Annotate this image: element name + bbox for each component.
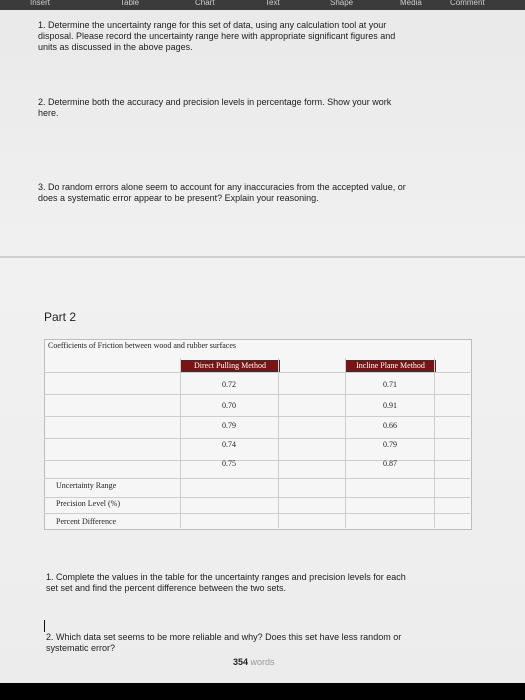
column-divider: [434, 358, 435, 528]
header-incline-plane: Incline Plane Method: [345, 360, 436, 372]
table-cell[interactable]: 0.79: [222, 421, 236, 430]
header-direct-pulling: Direct Pulling Method: [180, 360, 280, 372]
question-text: Do random errors alone seem to account for any inaccuracies from the accepted value, or: [48, 182, 406, 192]
question-text: disposal. Please record the uncertainty range here with appropriate significant figures and: [38, 31, 396, 41]
toolbar-table[interactable]: Table: [120, 0, 140, 7]
question-text: does a systematic error appear to be present? Explain your reasoning.: [38, 193, 319, 203]
word-count-label: words: [250, 657, 275, 667]
table-cell[interactable]: 0.70: [222, 401, 236, 410]
row-divider: [44, 394, 470, 395]
row-divider: [44, 478, 470, 479]
row-divider: [44, 497, 470, 498]
table-cell[interactable]: 0.75: [222, 459, 236, 468]
top-toolbar: [0, 0, 525, 10]
part2-question-2[interactable]: [46, 632, 401, 654]
toolbar-comment[interactable]: Comment: [450, 0, 485, 7]
row-label-precision: Precision Level (%): [56, 499, 120, 508]
column-divider: [180, 358, 181, 528]
toolbar-shape[interactable]: Shape: [330, 0, 354, 7]
question-text: Determine the uncertainty range for this set of data, using any calculation tool at your: [48, 20, 387, 30]
question-number: 3.: [38, 182, 46, 192]
row-divider: [44, 372, 470, 373]
column-divider: [345, 358, 346, 528]
toolbar-text[interactable]: Text: [265, 0, 280, 7]
toolbar-insert[interactable]: Insert: [30, 0, 51, 7]
question-2[interactable]: [38, 97, 391, 119]
question-1[interactable]: [38, 20, 395, 53]
word-count: [233, 657, 275, 667]
text-cursor: [44, 620, 45, 632]
part-heading: Part 2: [44, 310, 77, 324]
row-divider: [44, 416, 470, 417]
toolbar-media[interactable]: Media: [400, 0, 422, 7]
question-3[interactable]: [38, 182, 406, 204]
table-cell[interactable]: 0.71: [383, 380, 397, 389]
question-text: set set and find the percent difference between the two sets.: [46, 583, 286, 593]
word-count-value: 354: [233, 657, 249, 667]
question-text: here.: [38, 108, 59, 118]
row-divider: [44, 438, 470, 439]
row-label-uncertainty: Uncertainty Range: [56, 481, 117, 490]
table-title: Coefficients of Friction between wood and rubber surfaces: [48, 341, 237, 350]
table-cell[interactable]: 0.79: [383, 440, 397, 449]
question-text: systematic error?: [46, 643, 116, 653]
column-divider: [278, 358, 279, 528]
question-text: Which data set seems to be more reliable and why? Does this set have less random or: [56, 632, 402, 642]
table-cell[interactable]: 0.87: [383, 459, 397, 468]
row-divider: [44, 513, 470, 514]
question-number: 2.: [46, 632, 54, 642]
page-divider: [0, 256, 525, 258]
toolbar-chart[interactable]: Chart: [195, 0, 215, 7]
question-text: Determine both the accuracy and precision levels in percentage form. Show your work: [48, 97, 392, 107]
question-text: Complete the values in the table for the uncertainty ranges and precision levels for each: [56, 572, 406, 582]
row-label-percent-difference: Percent Difference: [56, 517, 117, 526]
table-cell[interactable]: 0.66: [383, 421, 397, 430]
part2-question-1[interactable]: [46, 572, 406, 594]
table-cell[interactable]: 0.91: [383, 401, 397, 410]
table-cell[interactable]: 0.72: [222, 380, 236, 389]
bottom-bar: [0, 683, 525, 700]
question-number: 1.: [38, 20, 46, 30]
question-number: 1.: [46, 572, 54, 582]
question-number: 2.: [38, 97, 46, 107]
question-text: units as discussed in the above pages.: [38, 42, 193, 52]
table-cell[interactable]: 0.74: [222, 440, 236, 449]
